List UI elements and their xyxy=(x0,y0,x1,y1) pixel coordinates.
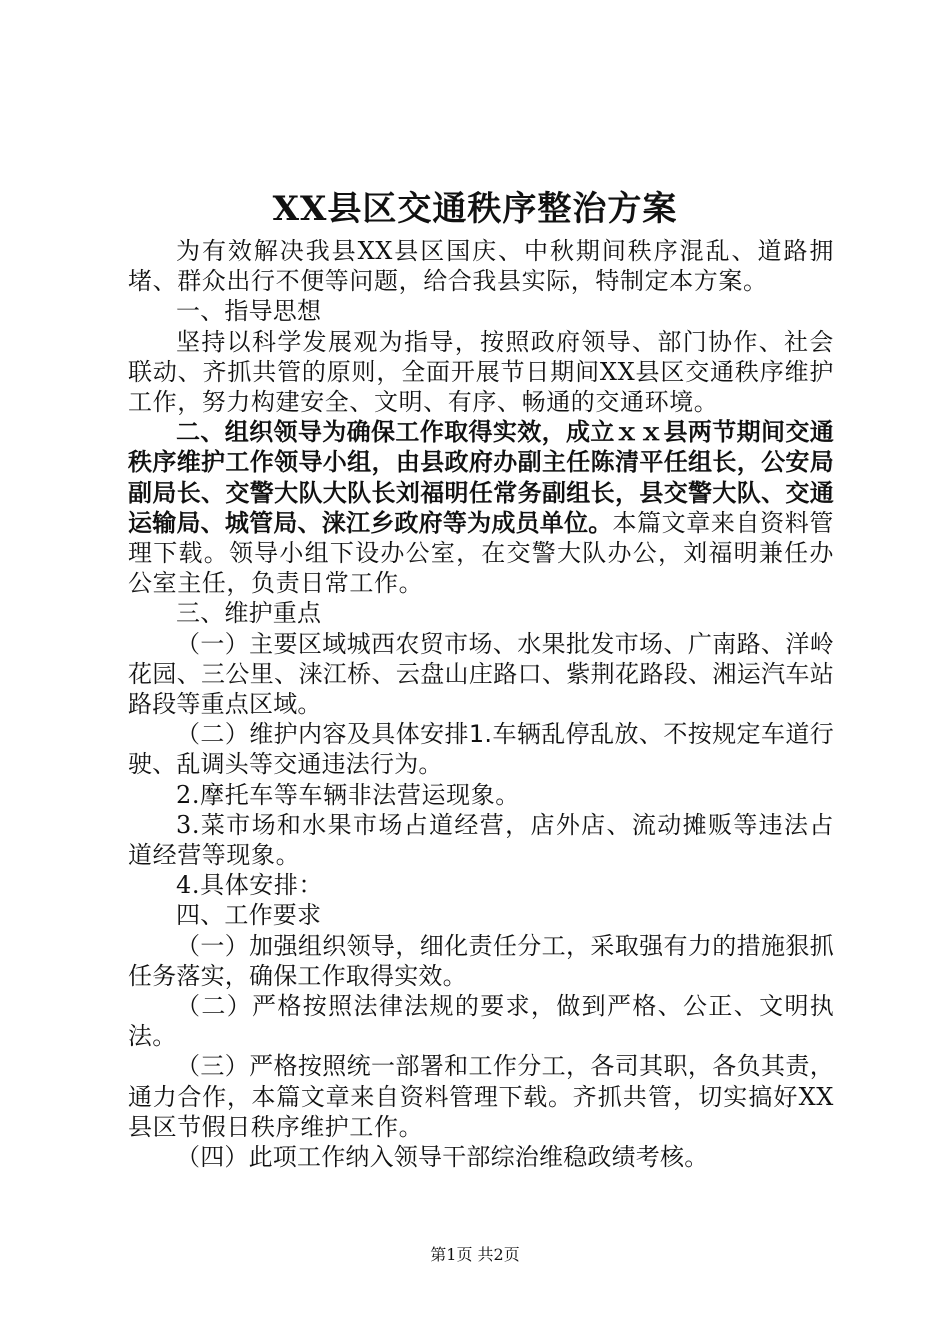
paragraph-organization-tail: 本篇文章来自资料管理下载。领导小组下设办公室，在交警大队办公，刘福明兼任办公室主任，负责日常工作。 xyxy=(128,508,835,598)
document-title: XX县区交通秩序整治方案 xyxy=(272,189,678,229)
paragraph-intro: 为有效解决我县XX县区国庆、中秋期间秩序混乱、道路拥堵、群众出行不便等问题，给合我县实际，特制定本方案。 xyxy=(128,237,834,296)
paragraph-requirement-1: （一）加强组织领导，细化责任分工，采取强有力的措施狠抓任务落实，确保工作取得实效。 xyxy=(128,931,834,990)
document-body xyxy=(128,236,834,1172)
heading-guiding-ideology: 一、指导思想 xyxy=(176,297,322,326)
paragraph-key-areas: （一）主要区域城西农贸市场、水果批发市场、广南路、洋岭花园、三公里、涞江桥、云盘山庄路口、紫荆花路段、湘运汽车站路段等重点区域。 xyxy=(128,629,834,719)
paragraph-item-2: 2.摩托车等车辆非法营运现象。 xyxy=(176,780,520,809)
paragraph-requirement-4: （四）此项工作纳入领导干部综治维稳政绩考核。 xyxy=(176,1143,709,1172)
paragraph-organization-main: 二、组织领导为确保工作取得实效，成立ｘｘ县两节期间交通秩序维护工作领导小组，由县政府办副主任陈清平任组长，公安局副局长、交警大队大队长刘福明任常务副组长，县交警大队、交通运输局、城管局、涞江乡政府等为成员单位。 xyxy=(128,418,834,537)
paragraph-requirement-3 xyxy=(128,1051,834,1142)
paragraph-maintenance-content: （二）维护内容及具体安排1.车辆乱停乱放、不按规定车道行驶、乱调头等交通违法行为。 xyxy=(128,720,834,779)
paragraph-item-3: 3.菜市场和水果市场占道经营，店外店、流动摊贩等违法占道经营等现象。 xyxy=(128,810,834,870)
paragraph-organization xyxy=(128,417,834,598)
paragraph-item-4: 4.具体安排： xyxy=(176,871,324,900)
heading-key-points: 三、维护重点 xyxy=(176,599,322,628)
paragraph-requirement-2: （二）严格按照法律法规的要求，做到严格、公正、文明执法。 xyxy=(128,992,834,1051)
heading-work-requirements: 四、工作要求 xyxy=(176,901,322,930)
paragraph-guiding-ideology: 坚持以科学发展观为指导，按照政府领导、部门协作、社会联动、齐抓共管的原则，全面开展节日期间XX县区交通秩序维护工作，努力构建安全、文明、有序、畅通的交通环境。 xyxy=(128,327,834,417)
paragraph-requirement-3-tail: 齐抓共管，切实搞好XX县区节假日秩序维护工作。 xyxy=(128,1082,834,1141)
page-footer: 第1页 共2页 xyxy=(430,1245,520,1264)
paragraph-requirement-3-main: （三）严格按照统一部署和工作分工，各司其职，各负其责，通力合作，本篇文章来自资料管理下载。 xyxy=(128,1052,834,1111)
